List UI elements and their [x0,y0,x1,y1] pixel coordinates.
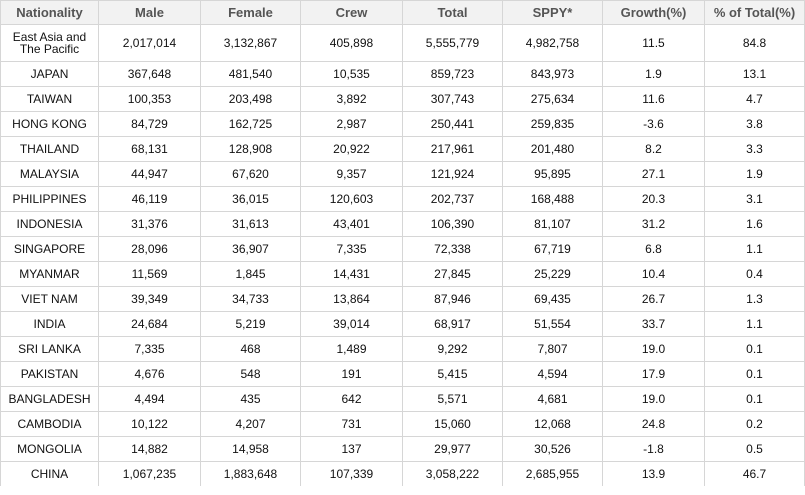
header-crew: Crew [301,1,403,25]
cell-percent-of-total: 46.7 [705,462,805,487]
header-male: Male [99,1,201,25]
cell-sppy: 4,681 [503,387,603,412]
header-percent-of-total: % of Total(%) [705,1,805,25]
cell-sppy: 67,719 [503,237,603,262]
table-row [1,237,805,262]
cell-growth: 8.2 [603,137,705,162]
cell-female: 36,907 [201,237,301,262]
cell-sppy: 25,229 [503,262,603,287]
table-row [1,25,805,62]
cell-male: 7,335 [99,337,201,362]
cell-percent-of-total: 84.8 [705,25,805,62]
cell-percent-of-total: 0.5 [705,437,805,462]
cell-crew: 137 [301,437,403,462]
cell-nationality: JAPAN [1,62,99,87]
cell-male: 46,119 [99,187,201,212]
cell-percent-of-total: 1.9 [705,162,805,187]
cell-sppy: 201,480 [503,137,603,162]
cell-growth: 24.8 [603,412,705,437]
cell-nationality: INDIA [1,312,99,337]
cell-total: 72,338 [403,237,503,262]
cell-nationality: MALAYSIA [1,162,99,187]
cell-growth: 26.7 [603,287,705,312]
cell-female: 4,207 [201,412,301,437]
cell-total: 15,060 [403,412,503,437]
cell-growth: 31.2 [603,212,705,237]
cell-growth: -3.6 [603,112,705,137]
cell-percent-of-total: 1.1 [705,237,805,262]
cell-female: 203,498 [201,87,301,112]
cell-total: 5,571 [403,387,503,412]
table-row [1,462,805,487]
cell-percent-of-total: 0.1 [705,362,805,387]
header-total: Total [403,1,503,25]
table-row [1,212,805,237]
cell-nationality: THAILAND [1,137,99,162]
cell-percent-of-total: 1.3 [705,287,805,312]
cell-percent-of-total: 0.1 [705,387,805,412]
cell-sppy: 69,435 [503,287,603,312]
cell-male: 4,676 [99,362,201,387]
cell-male: 84,729 [99,112,201,137]
cell-nationality: SINGAPORE [1,237,99,262]
cell-male: 24,684 [99,312,201,337]
cell-nationality: TAIWAN [1,87,99,112]
cell-total: 68,917 [403,312,503,337]
table-row [1,412,805,437]
cell-female: 468 [201,337,301,362]
cell-nationality: VIET NAM [1,287,99,312]
cell-total: 202,737 [403,187,503,212]
table-row [1,112,805,137]
cell-nationality: PHILIPPINES [1,187,99,212]
cell-crew: 43,401 [301,212,403,237]
cell-sppy: 81,107 [503,212,603,237]
cell-growth: -1.8 [603,437,705,462]
cell-crew: 1,489 [301,337,403,362]
cell-female: 5,219 [201,312,301,337]
cell-male: 4,494 [99,387,201,412]
cell-crew: 731 [301,412,403,437]
cell-growth: 17.9 [603,362,705,387]
cell-total: 27,845 [403,262,503,287]
cell-total: 9,292 [403,337,503,362]
table-row [1,137,805,162]
table-row [1,262,805,287]
cell-male: 28,096 [99,237,201,262]
cell-male: 39,349 [99,287,201,312]
cell-sppy: 4,982,758 [503,25,603,62]
cell-growth: 13.9 [603,462,705,487]
cell-sppy: 168,488 [503,187,603,212]
table-row [1,287,805,312]
cell-growth: 19.0 [603,337,705,362]
cell-growth: 20.3 [603,187,705,212]
cell-crew: 39,014 [301,312,403,337]
cell-crew: 642 [301,387,403,412]
cell-nationality: SRI LANKA [1,337,99,362]
cell-female: 31,613 [201,212,301,237]
cell-crew: 107,339 [301,462,403,487]
cell-nationality: PAKISTAN [1,362,99,387]
table-header-row [1,1,805,25]
cell-growth: 27.1 [603,162,705,187]
cell-total: 5,415 [403,362,503,387]
cell-female: 128,908 [201,137,301,162]
cell-percent-of-total: 3.3 [705,137,805,162]
cell-total: 3,058,222 [403,462,503,487]
cell-female: 67,620 [201,162,301,187]
table-row [1,312,805,337]
cell-nationality: CAMBODIA [1,412,99,437]
cell-percent-of-total: 13.1 [705,62,805,87]
cell-nationality: INDONESIA [1,212,99,237]
cell-sppy: 12,068 [503,412,603,437]
cell-male: 44,947 [99,162,201,187]
cell-sppy: 2,685,955 [503,462,603,487]
cell-nationality: CHINA [1,462,99,487]
cell-male: 2,017,014 [99,25,201,62]
cell-sppy: 30,526 [503,437,603,462]
cell-sppy: 843,973 [503,62,603,87]
cell-male: 14,882 [99,437,201,462]
header-nationality: Nationality [1,1,99,25]
cell-total: 307,743 [403,87,503,112]
cell-male: 31,376 [99,212,201,237]
cell-total: 106,390 [403,212,503,237]
header-sppy: SPPY* [503,1,603,25]
table-body [1,25,805,487]
cell-total: 859,723 [403,62,503,87]
cell-sppy: 95,895 [503,162,603,187]
cell-crew: 10,535 [301,62,403,87]
cell-nationality: East Asia and The Pacific [1,25,99,62]
cell-crew: 20,922 [301,137,403,162]
cell-growth: 33.7 [603,312,705,337]
cell-growth: 19.0 [603,387,705,412]
cell-sppy: 4,594 [503,362,603,387]
cell-total: 87,946 [403,287,503,312]
cell-nationality: MYANMAR [1,262,99,287]
table-row [1,437,805,462]
cell-total: 217,961 [403,137,503,162]
cell-sppy: 259,835 [503,112,603,137]
cell-female: 36,015 [201,187,301,212]
cell-percent-of-total: 0.2 [705,412,805,437]
table-row [1,187,805,212]
cell-female: 34,733 [201,287,301,312]
cell-male: 100,353 [99,87,201,112]
table-row [1,337,805,362]
cell-crew: 191 [301,362,403,387]
cell-male: 367,648 [99,62,201,87]
cell-male: 1,067,235 [99,462,201,487]
cell-crew: 2,987 [301,112,403,137]
cell-sppy: 7,807 [503,337,603,362]
cell-total: 250,441 [403,112,503,137]
cell-female: 1,883,648 [201,462,301,487]
cell-total: 29,977 [403,437,503,462]
cell-crew: 7,335 [301,237,403,262]
cell-crew: 9,357 [301,162,403,187]
cell-percent-of-total: 3.1 [705,187,805,212]
table-row [1,162,805,187]
cell-crew: 405,898 [301,25,403,62]
table-row [1,87,805,112]
cell-percent-of-total: 3.8 [705,112,805,137]
cell-percent-of-total: 4.7 [705,87,805,112]
cell-nationality: MONGOLIA [1,437,99,462]
cell-total: 5,555,779 [403,25,503,62]
cell-crew: 14,431 [301,262,403,287]
cell-male: 10,122 [99,412,201,437]
cell-female: 481,540 [201,62,301,87]
header-growth: Growth(%) [603,1,705,25]
cell-female: 162,725 [201,112,301,137]
cell-percent-of-total: 0.4 [705,262,805,287]
cell-nationality: HONG KONG [1,112,99,137]
cell-crew: 120,603 [301,187,403,212]
cell-female: 3,132,867 [201,25,301,62]
cell-female: 435 [201,387,301,412]
table-row [1,387,805,412]
cell-growth: 11.6 [603,87,705,112]
cell-male: 68,131 [99,137,201,162]
cell-growth: 10.4 [603,262,705,287]
cell-female: 1,845 [201,262,301,287]
cell-percent-of-total: 1.6 [705,212,805,237]
cell-percent-of-total: 1.1 [705,312,805,337]
table-row [1,362,805,387]
cell-male: 11,569 [99,262,201,287]
header-female: Female [201,1,301,25]
cell-female: 548 [201,362,301,387]
cell-female: 14,958 [201,437,301,462]
cell-percent-of-total: 0.1 [705,337,805,362]
cell-crew: 3,892 [301,87,403,112]
cell-growth: 1.9 [603,62,705,87]
cell-crew: 13,864 [301,287,403,312]
table-row [1,62,805,87]
cell-nationality: BANGLADESH [1,387,99,412]
cell-growth: 6.8 [603,237,705,262]
cell-sppy: 51,554 [503,312,603,337]
cell-sppy: 275,634 [503,87,603,112]
cell-growth: 11.5 [603,25,705,62]
cell-total: 121,924 [403,162,503,187]
